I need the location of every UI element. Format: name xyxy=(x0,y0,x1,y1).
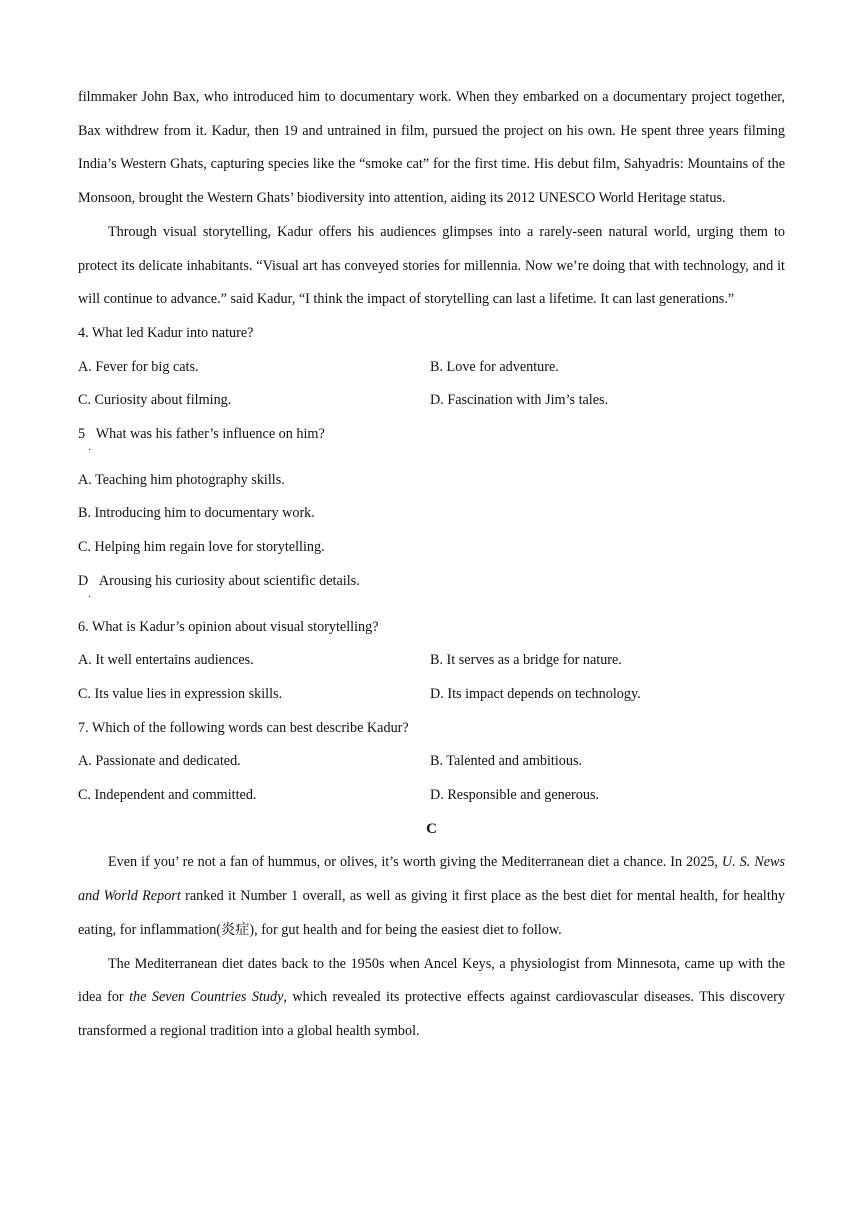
passage-b-paragraph-1: filmmaker John Bax, who introduced him to documentary work. When they embarked on a documentary project together, Bax withdrew from it. Kadur, then 19 and untrained in film, pursued the project on his own. He spent three years filming India’s Western Ghats, capturing species like the “smoke cat” for the first time. His debut film, Sahyadris: Mountains of the Monsoon, brought the Western Ghats’ biodiversity into attention, aiding its 2012 UNESCO World Heritage status. xyxy=(78,89,785,207)
c-p2-italic-title: the Seven Countries Study xyxy=(129,989,284,1006)
c-p2-part-b: , which revealed its protective effects against cardiovascular diseases. This discovery transformed a regional tradition into a global health symbol. xyxy=(78,989,785,1039)
question-7-options-row-2 xyxy=(78,779,785,813)
q7-option-a: A. Passionate and dedicated. xyxy=(78,753,241,770)
question-6-options-row-1 xyxy=(78,644,785,678)
section-c-paragraph-2 xyxy=(78,948,785,1049)
q6-option-d: D. Its impact depends on technology. xyxy=(430,685,641,702)
question-6-stem: 6. What is Kadur’s opinion about visual storytelling? xyxy=(78,618,379,635)
q7-option-c: C. Independent and committed. xyxy=(78,787,257,804)
q5-option-d-text: Arousing his curiosity about scientific details. xyxy=(98,572,360,589)
q5-text: What was his father’s influence on him? xyxy=(95,426,325,443)
q7-option-d: D. Responsible and generous. xyxy=(430,787,600,804)
q6-option-a: A. It well entertains audiences. xyxy=(78,652,254,669)
q4-option-a: A. Fever for big cats. xyxy=(78,358,199,375)
question-4-options-row-1 xyxy=(78,351,785,385)
q5-dot-mark: · xyxy=(88,445,92,457)
document-page xyxy=(78,81,785,1049)
q5-option-a: A. Teaching him photography skills. xyxy=(78,471,285,488)
question-6-options-row-2 xyxy=(78,678,785,712)
q5-option-d-letter: D xyxy=(78,572,89,589)
q4-option-b: B. Love for adventure. xyxy=(430,358,559,375)
section-c-heading: C xyxy=(426,820,437,837)
c-p2-part-a: The Mediterranean diet dates back to the 1950s when Ancel Keys, a physiologist from Minnesota, came up with the idea for xyxy=(78,955,785,1006)
section-c-paragraph-1 xyxy=(78,846,785,947)
question-5-stem xyxy=(78,418,785,457)
q5-number: 5 xyxy=(78,426,86,443)
q6-option-c: C. Its value lies in expression skills. xyxy=(78,685,283,702)
q6-option-b: B. It serves as a bridge for nature. xyxy=(430,652,622,669)
question-4-stem: 4. What led Kadur into nature? xyxy=(78,324,254,341)
q5-option-d xyxy=(78,565,785,603)
question-7-stem: 7. Which of the following words can best describe Kadur? xyxy=(78,719,409,736)
c-p1-italic-title: U. S. News and World Report xyxy=(78,854,785,905)
passage-b-paragraph-2: Through visual storytelling, Kadur offers his audiences glimpses into a rarely-seen natural world, urging them to protect its delicate inhabitants. “Visual art has conveyed stories for millennia. Now we’re doing that with technology, and it will continue to advance.” said Kadur, “I think the impact of storytelling can last a lifetime. It can last generations.” xyxy=(78,223,785,308)
c-p1-part-b: ranked it Number 1 overall, as well as giving it first place as the best diet for mental health, for healthy eating, for inflammation(炎症), for gut health and for being the easiest diet to follow. xyxy=(78,888,786,938)
c-p1-part-a: Even if you’ re not a fan of hummus, or olives, it’s worth giving the Mediterranean diet a chance. In 2025, xyxy=(108,854,722,871)
q4-option-d: D. Fascination with Jim’s tales. xyxy=(430,392,609,409)
q5-option-d-dot-mark: · xyxy=(88,591,92,603)
q5-option-b: B. Introducing him to documentary work. xyxy=(78,505,315,522)
question-7-options-row-1 xyxy=(78,745,785,779)
question-4-options-row-2 xyxy=(78,384,785,418)
q4-option-c: C. Curiosity about filming. xyxy=(78,392,232,409)
q7-option-b: B. Talented and ambitious. xyxy=(430,753,583,770)
q5-option-c: C. Helping him regain love for storytelling. xyxy=(78,539,325,556)
